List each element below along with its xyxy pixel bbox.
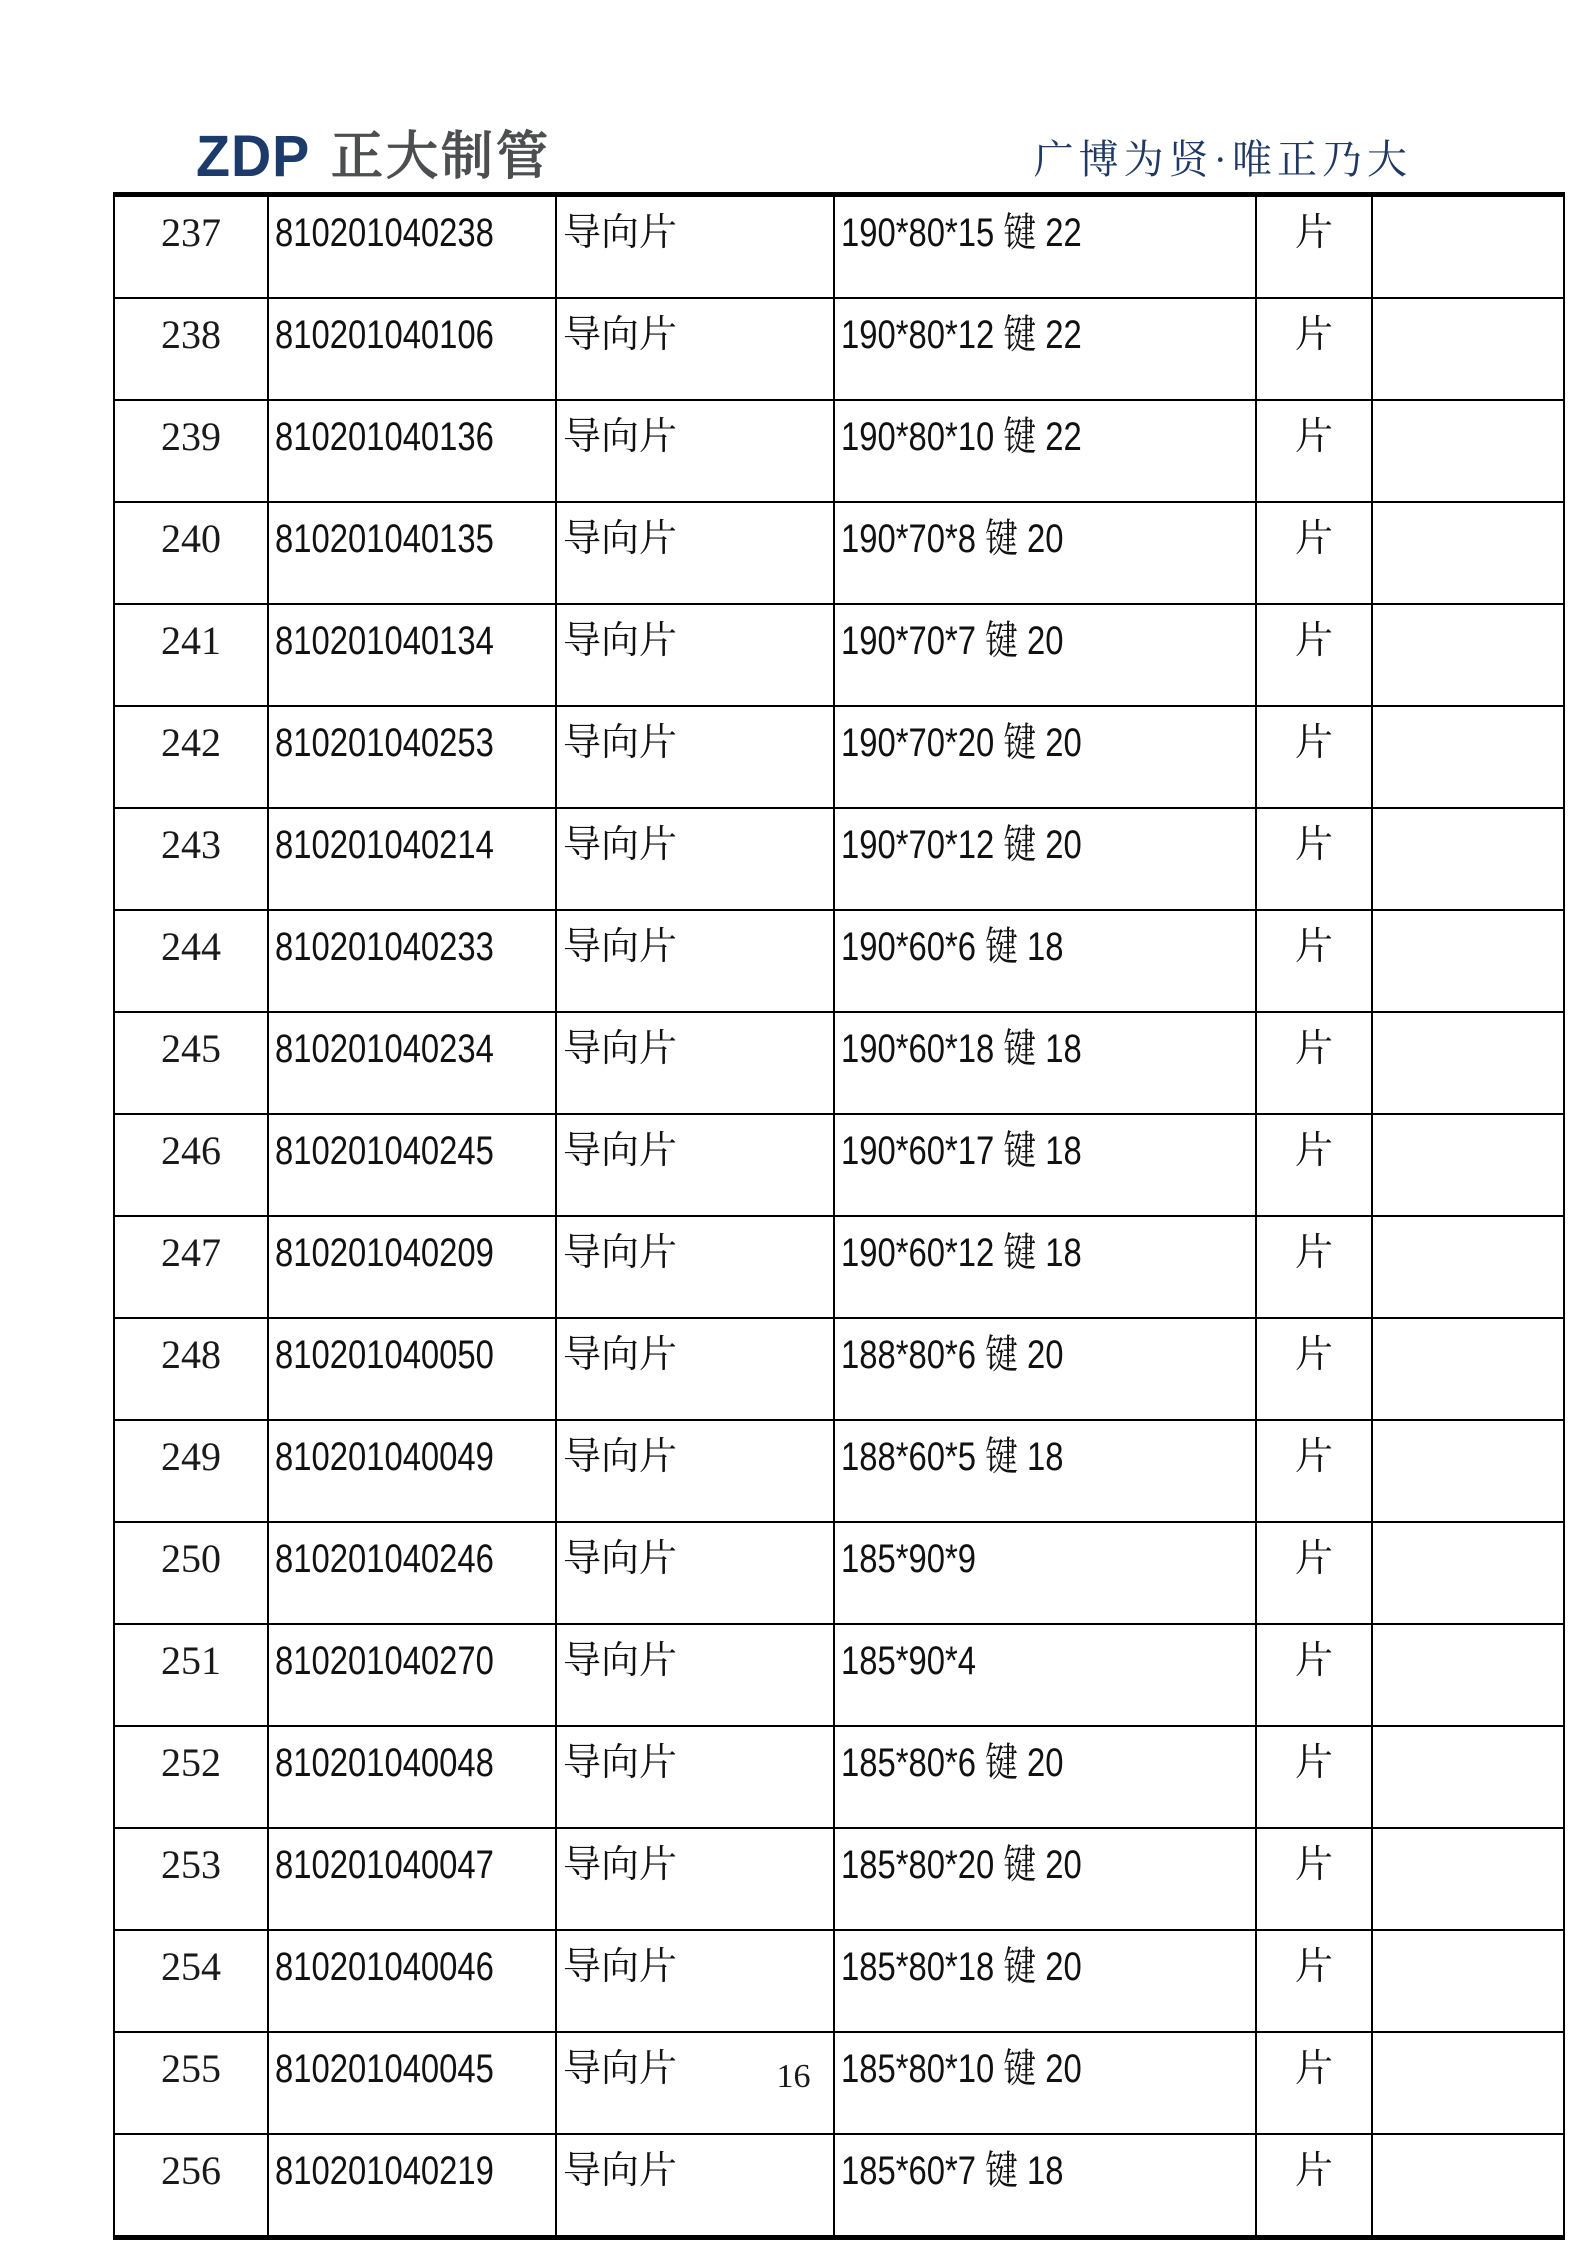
part-code-cell [268, 1624, 556, 1726]
part-unit: 片 [1294, 2150, 1333, 2192]
row-number-cell [114, 2134, 268, 2238]
part-spec: 190*80*12 键 22 [841, 313, 1082, 357]
remark-cell [1372, 298, 1564, 400]
part-code-cell [268, 1726, 556, 1828]
part-unit: 片 [1294, 518, 1333, 560]
row-number-cell [114, 1930, 268, 2032]
parts-table [113, 192, 1565, 2240]
part-name-cell [556, 1522, 834, 1624]
table-row [114, 910, 1564, 1012]
part-name: 导向片 [563, 926, 678, 968]
part-unit-cell [1256, 1114, 1372, 1216]
part-code: 810201040209 [275, 1231, 494, 1275]
table-row [114, 1216, 1564, 1318]
part-unit-cell [1256, 910, 1372, 1012]
part-unit: 片 [1294, 722, 1333, 764]
part-name-cell [556, 1012, 834, 1114]
remark-cell [1372, 1624, 1564, 1726]
part-spec-cell [834, 706, 1256, 808]
row-number: 254 [161, 1944, 221, 1989]
part-unit: 片 [1294, 314, 1333, 356]
remark-cell [1372, 2134, 1564, 2238]
part-spec: 188*80*6 键 20 [841, 1333, 1064, 1377]
part-name-cell [556, 706, 834, 808]
part-name-cell [556, 910, 834, 1012]
part-name-cell [556, 1114, 834, 1216]
part-spec-cell [834, 298, 1256, 400]
part-spec: 185*90*4 [841, 1639, 976, 1683]
table-row [114, 1624, 1564, 1726]
part-name-cell [556, 604, 834, 706]
part-code-cell [268, 1522, 556, 1624]
row-number-cell [114, 1114, 268, 1216]
row-number: 238 [161, 312, 221, 357]
part-name: 导向片 [563, 2150, 678, 2192]
part-name: 导向片 [563, 1640, 678, 1682]
row-number: 247 [161, 1230, 221, 1275]
part-name: 导向片 [563, 518, 678, 560]
part-name: 导向片 [563, 212, 678, 254]
row-number-cell [114, 604, 268, 706]
part-name-cell [556, 808, 834, 910]
row-number-cell [114, 1216, 268, 1318]
part-spec-cell [834, 2134, 1256, 2238]
part-unit: 片 [1294, 620, 1333, 662]
company-name: 正大制管 [331, 128, 552, 186]
table-row [114, 808, 1564, 910]
row-number: 255 [161, 2046, 221, 2091]
parts-table-body [114, 195, 1564, 2238]
part-spec-cell [834, 604, 1256, 706]
row-number-cell [114, 195, 268, 299]
part-code-cell [268, 604, 556, 706]
part-code: 810201040045 [275, 2047, 494, 2091]
row-number: 237 [161, 210, 221, 255]
part-spec: 190*60*17 键 18 [841, 1129, 1082, 1173]
table-row [114, 1420, 1564, 1522]
zdp-logo-mark: ZDP [196, 124, 311, 189]
part-code: 810201040048 [275, 1741, 494, 1785]
part-code: 810201040047 [275, 1843, 494, 1887]
table-row [114, 1522, 1564, 1624]
remark-cell [1372, 808, 1564, 910]
part-spec-cell [834, 195, 1256, 299]
row-number: 242 [161, 720, 221, 765]
part-code-cell [268, 502, 556, 604]
part-name-cell [556, 1420, 834, 1522]
part-unit-cell [1256, 1318, 1372, 1420]
part-name-cell [556, 1624, 834, 1726]
part-code-cell [268, 808, 556, 910]
part-code: 810201040134 [275, 619, 494, 663]
part-name-cell [556, 502, 834, 604]
part-unit-cell [1256, 195, 1372, 299]
remark-cell [1372, 1114, 1564, 1216]
part-spec-cell [834, 1828, 1256, 1930]
part-code: 810201040136 [275, 415, 494, 459]
remark-cell [1372, 195, 1564, 299]
part-spec-cell [834, 502, 1256, 604]
part-name-cell [556, 400, 834, 502]
part-unit: 片 [1294, 1028, 1333, 1070]
remark-cell [1372, 1522, 1564, 1624]
part-code-cell [268, 1114, 556, 1216]
table-row [114, 1318, 1564, 1420]
part-spec-cell [834, 1216, 1256, 1318]
part-spec: 185*60*7 键 18 [841, 2149, 1064, 2193]
remark-cell [1372, 1216, 1564, 1318]
parts-table-container [113, 192, 1565, 2240]
part-name: 导向片 [563, 314, 678, 356]
part-code-cell [268, 1420, 556, 1522]
remark-cell [1372, 1726, 1564, 1828]
part-spec-cell [834, 1012, 1256, 1114]
part-spec-cell [834, 1726, 1256, 1828]
row-number: 251 [161, 1638, 221, 1683]
table-row [114, 400, 1564, 502]
part-unit: 片 [1294, 416, 1333, 458]
part-unit: 片 [1294, 1436, 1333, 1478]
part-spec: 190*60*6 键 18 [841, 925, 1064, 969]
part-spec-cell [834, 1624, 1256, 1726]
part-code: 810201040050 [275, 1333, 494, 1377]
row-number-cell [114, 400, 268, 502]
row-number-cell [114, 706, 268, 808]
part-code: 810201040233 [275, 925, 494, 969]
row-number: 239 [161, 414, 221, 459]
remark-cell [1372, 400, 1564, 502]
part-spec: 185*80*20 键 20 [841, 1843, 1082, 1887]
row-number-cell [114, 1726, 268, 1828]
part-code: 810201040049 [275, 1435, 494, 1479]
part-code: 810201040253 [275, 721, 494, 765]
row-number: 245 [161, 1026, 221, 1071]
row-number-cell [114, 910, 268, 1012]
row-number: 250 [161, 1536, 221, 1581]
part-spec: 185*80*10 键 20 [841, 2047, 1082, 2091]
part-unit: 片 [1294, 1334, 1333, 1376]
part-code: 810201040219 [275, 2149, 494, 2193]
table-row [114, 1726, 1564, 1828]
part-name: 导向片 [563, 722, 678, 764]
part-code: 810201040135 [275, 517, 494, 561]
part-unit-cell [1256, 400, 1372, 502]
part-unit: 片 [1294, 212, 1333, 254]
row-number-cell [114, 1522, 268, 1624]
remark-cell [1372, 1930, 1564, 2032]
part-code-cell [268, 2134, 556, 2238]
page-number: 16 [776, 2058, 811, 2095]
part-name: 导向片 [563, 1130, 678, 1172]
part-code: 810201040106 [275, 313, 494, 357]
part-unit: 片 [1294, 1844, 1333, 1886]
row-number: 246 [161, 1128, 221, 1173]
row-number: 243 [161, 822, 221, 867]
part-spec: 190*70*7 键 20 [841, 619, 1064, 663]
part-unit: 片 [1294, 2048, 1333, 2090]
part-unit-cell [1256, 1012, 1372, 1114]
part-name: 导向片 [563, 824, 678, 866]
part-unit-cell [1256, 808, 1372, 910]
part-name: 导向片 [563, 1844, 678, 1886]
part-name: 导向片 [563, 1028, 678, 1070]
part-spec-cell [834, 400, 1256, 502]
part-code-cell [268, 706, 556, 808]
part-code-cell [268, 195, 556, 299]
part-unit-cell [1256, 706, 1372, 808]
part-name: 导向片 [563, 620, 678, 662]
part-spec: 190*70*20 键 20 [841, 721, 1082, 765]
part-name-cell [556, 1216, 834, 1318]
part-spec-cell [834, 1522, 1256, 1624]
part-name-cell [556, 1930, 834, 2032]
row-number-cell [114, 1012, 268, 1114]
row-number-cell [114, 808, 268, 910]
part-spec: 190*60*12 键 18 [841, 1231, 1082, 1275]
part-code: 810201040234 [275, 1027, 494, 1071]
table-row [114, 604, 1564, 706]
part-unit: 片 [1294, 1640, 1333, 1682]
part-spec-cell [834, 1318, 1256, 1420]
part-name-cell [556, 1318, 834, 1420]
part-unit-cell [1256, 1216, 1372, 1318]
part-code-cell [268, 1930, 556, 2032]
part-unit: 片 [1294, 926, 1333, 968]
table-row [114, 2134, 1564, 2238]
part-spec-cell [834, 1114, 1256, 1216]
part-name: 导向片 [563, 416, 678, 458]
table-row [114, 195, 1564, 299]
remark-cell [1372, 910, 1564, 1012]
part-code-cell [268, 1012, 556, 1114]
part-name: 导向片 [563, 2048, 678, 2090]
table-row [114, 1012, 1564, 1114]
remark-cell [1372, 604, 1564, 706]
part-name: 导向片 [563, 1742, 678, 1784]
part-spec: 190*60*18 键 18 [841, 1027, 1082, 1071]
remark-cell [1372, 1012, 1564, 1114]
part-code: 810201040246 [275, 1537, 494, 1581]
part-name: 导向片 [563, 1232, 678, 1274]
part-unit-cell [1256, 502, 1372, 604]
row-number-cell [114, 1624, 268, 1726]
part-name-cell [556, 298, 834, 400]
part-unit-cell [1256, 1828, 1372, 1930]
part-code-cell [268, 1216, 556, 1318]
part-unit-cell [1256, 2134, 1372, 2238]
part-name: 导向片 [563, 1436, 678, 1478]
part-unit: 片 [1294, 1538, 1333, 1580]
row-number: 253 [161, 1842, 221, 1887]
row-number-cell [114, 1318, 268, 1420]
table-row [114, 1930, 1564, 2032]
part-code: 810201040245 [275, 1129, 494, 1173]
part-name-cell [556, 1828, 834, 1930]
part-unit-cell [1256, 1420, 1372, 1522]
row-number-cell [114, 1420, 268, 1522]
part-spec: 190*80*10 键 22 [841, 415, 1082, 459]
part-unit-cell [1256, 1624, 1372, 1726]
part-code-cell [268, 298, 556, 400]
part-name: 导向片 [563, 1538, 678, 1580]
part-spec: 190*80*15 键 22 [841, 211, 1082, 255]
part-name-cell [556, 195, 834, 299]
part-spec-cell [834, 1420, 1256, 1522]
part-code-cell [268, 400, 556, 502]
part-unit-cell [1256, 1726, 1372, 1828]
part-unit-cell [1256, 298, 1372, 400]
company-slogan: 广博为贤·唯正乃大 [1033, 137, 1412, 182]
part-code: 810201040046 [275, 1945, 494, 1989]
row-number-cell [114, 298, 268, 400]
remark-cell [1372, 1420, 1564, 1522]
part-unit-cell [1256, 1930, 1372, 2032]
part-unit: 片 [1294, 1742, 1333, 1784]
part-code-cell [268, 1318, 556, 1420]
part-unit-cell [1256, 604, 1372, 706]
part-name: 导向片 [563, 1946, 678, 1988]
row-number: 248 [161, 1332, 221, 1377]
row-number-cell [114, 502, 268, 604]
part-code: 810201040214 [275, 823, 494, 867]
row-number: 252 [161, 1740, 221, 1785]
table-row [114, 298, 1564, 400]
row-number: 241 [161, 618, 221, 663]
row-number: 244 [161, 924, 221, 969]
part-spec-cell [834, 1930, 1256, 2032]
part-spec-cell [834, 910, 1256, 1012]
part-spec: 185*80*6 键 20 [841, 1741, 1064, 1785]
remark-cell [1372, 706, 1564, 808]
part-unit: 片 [1294, 1232, 1333, 1274]
part-spec: 188*60*5 键 18 [841, 1435, 1064, 1479]
table-row [114, 1828, 1564, 1930]
row-number: 240 [161, 516, 221, 561]
remark-cell [1372, 1318, 1564, 1420]
part-unit-cell [1256, 1522, 1372, 1624]
part-code: 810201040238 [275, 211, 494, 255]
part-spec: 185*80*18 键 20 [841, 1945, 1082, 1989]
part-name: 导向片 [563, 1334, 678, 1376]
remark-cell [1372, 1828, 1564, 1930]
part-name-cell [556, 1726, 834, 1828]
part-unit: 片 [1294, 1946, 1333, 1988]
part-code-cell [268, 910, 556, 1012]
part-spec: 190*70*12 键 20 [841, 823, 1082, 867]
part-unit: 片 [1294, 824, 1333, 866]
row-number: 256 [161, 2148, 221, 2193]
table-row [114, 1114, 1564, 1216]
company-logo [196, 124, 552, 189]
row-number: 249 [161, 1434, 221, 1479]
part-code: 810201040270 [275, 1639, 494, 1683]
part-name-cell [556, 2134, 834, 2238]
part-spec: 190*70*8 键 20 [841, 517, 1064, 561]
row-number-cell [114, 1828, 268, 1930]
part-spec-cell [834, 808, 1256, 910]
remark-cell [1372, 502, 1564, 604]
table-row [114, 706, 1564, 808]
part-spec: 185*90*9 [841, 1537, 976, 1581]
part-code-cell [268, 1828, 556, 1930]
table-row [114, 502, 1564, 604]
part-unit: 片 [1294, 1130, 1333, 1172]
